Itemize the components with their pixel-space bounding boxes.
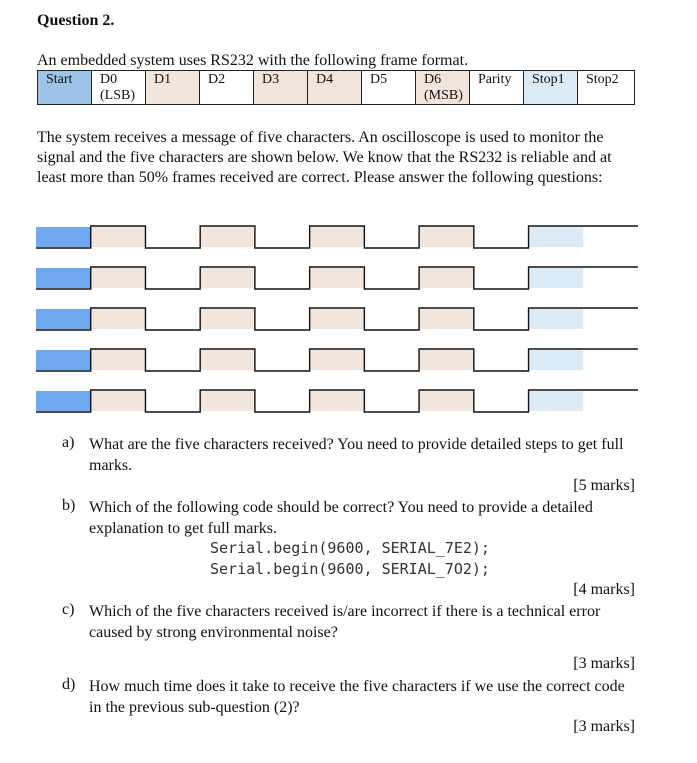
bit-cell xyxy=(529,350,584,370)
frame-cell-d6 xyxy=(416,71,470,105)
bit-cell xyxy=(583,268,638,288)
bit-cell xyxy=(255,391,310,411)
question-c-text: Which of the five characters received is/are incorrect if there is a technical error caused by strong environmental noise? xyxy=(89,603,601,641)
waveform-3 xyxy=(36,307,638,331)
frame-cell-d3 xyxy=(254,71,308,105)
bit-cell xyxy=(583,309,638,329)
bit-cell xyxy=(91,227,146,247)
question-d-marks: [3 marks] xyxy=(573,718,635,735)
waveform-5 xyxy=(36,389,638,413)
frame-cell-d0 xyxy=(92,71,146,105)
question-b-text: Which of the following code should be correct? You need to provide a detailed explanation to get full marks. xyxy=(89,499,593,537)
question-a-marks: [5 marks] xyxy=(573,477,635,494)
bit-cell xyxy=(364,350,419,370)
bit-cell xyxy=(419,391,474,411)
bit-cell xyxy=(36,309,91,329)
bit-cell xyxy=(364,268,419,288)
frame-cell-stop2 xyxy=(578,71,635,105)
frame-cell-sub: (MSB) xyxy=(424,88,463,103)
frame-cell-label: D1 xyxy=(154,72,172,87)
bit-cell xyxy=(200,391,255,411)
bit-cell xyxy=(529,268,584,288)
bit-cell xyxy=(583,391,638,411)
bit-cell xyxy=(529,309,584,329)
question-c-marks: [3 marks] xyxy=(573,655,635,672)
bit-cell xyxy=(255,268,310,288)
bit-cell xyxy=(419,227,474,247)
question-b-label: b) xyxy=(62,497,76,514)
intro-text: An embedded system uses RS232 with the following frame format. xyxy=(37,52,469,69)
bit-cell xyxy=(36,227,91,247)
frame-cell-d2 xyxy=(200,71,254,105)
frame-cell-label: D4 xyxy=(316,72,334,87)
question-title: Question 2. xyxy=(37,12,115,29)
bit-cell xyxy=(36,268,91,288)
frame-cell-d5 xyxy=(362,71,416,105)
bit-cell xyxy=(474,227,529,247)
bit-cell xyxy=(91,268,146,288)
description-paragraph: The system receives a message of five characters. An oscilloscope is used to monitor the signal and the five characters are shown below. We know that the RS232 is reliable and at least more than 50% frames received are correct. Please answer the following questions: xyxy=(37,129,612,186)
bit-cell xyxy=(474,268,529,288)
bit-cell xyxy=(474,391,529,411)
bit-cell xyxy=(200,227,255,247)
question-d-text: How much time does it take to receive the five characters if we use the correct code in the previous sub-question (2)? xyxy=(89,678,625,716)
bit-cell xyxy=(36,391,91,411)
bit-cell xyxy=(310,268,365,288)
bit-cell xyxy=(364,227,419,247)
bit-cell xyxy=(146,309,201,329)
bit-cell xyxy=(146,227,201,247)
bit-cell xyxy=(474,350,529,370)
question-b-marks: [4 marks] xyxy=(573,581,635,598)
question-d-label: d) xyxy=(62,676,76,693)
frame-cell-stop1 xyxy=(524,71,578,105)
frame-cell-label: Start xyxy=(46,72,73,87)
frame-format-table xyxy=(37,70,635,105)
frame-cell-label: Stop2 xyxy=(586,72,619,87)
bit-cell xyxy=(529,227,584,247)
frame-cell-sub: (LSB) xyxy=(100,88,135,103)
bit-cell xyxy=(91,391,146,411)
bit-cell xyxy=(146,350,201,370)
frame-cell-label: Parity xyxy=(478,72,512,87)
frame-cell-label: D5 xyxy=(370,72,388,87)
bit-cell xyxy=(200,268,255,288)
bit-cell xyxy=(419,309,474,329)
bit-cell xyxy=(255,350,310,370)
waveform-4 xyxy=(36,348,638,372)
code-line-2: Serial.begin(9600, SERIAL_7O2); xyxy=(210,560,490,578)
bit-cell xyxy=(200,309,255,329)
bit-cell xyxy=(310,227,365,247)
waveform-1 xyxy=(36,225,638,249)
bit-cell xyxy=(36,350,91,370)
bit-cell xyxy=(91,309,146,329)
bit-cell xyxy=(310,350,365,370)
frame-cell-label: D0 xyxy=(100,72,118,87)
bit-cell xyxy=(91,350,146,370)
frame-cell-label: D6 xyxy=(424,72,442,87)
bit-cell xyxy=(200,350,255,370)
bit-cell xyxy=(146,268,201,288)
question-c-label: c) xyxy=(62,601,75,618)
bit-cell xyxy=(255,227,310,247)
bit-cell xyxy=(474,309,529,329)
bit-cell xyxy=(419,268,474,288)
bit-cell xyxy=(255,309,310,329)
code-line-1: Serial.begin(9600, SERIAL_7E2); xyxy=(210,539,490,557)
bit-cell xyxy=(419,350,474,370)
waveform-2 xyxy=(36,266,638,290)
frame-cell-label: D3 xyxy=(262,72,280,87)
bit-cell xyxy=(583,350,638,370)
frame-cell-label: Stop1 xyxy=(532,72,565,87)
bit-cell xyxy=(146,391,201,411)
frame-cell-parity xyxy=(470,71,524,105)
question-a-label: a) xyxy=(62,434,75,451)
frame-cell-d4 xyxy=(308,71,362,105)
question-a-text: What are the five characters received? You need to provide detailed steps to get full marks. xyxy=(89,436,624,474)
bit-cell xyxy=(310,309,365,329)
bit-cell xyxy=(583,227,638,247)
bit-cell xyxy=(310,391,365,411)
frame-cell-start xyxy=(38,71,92,105)
frame-cell-label: D2 xyxy=(208,72,226,87)
bit-cell xyxy=(364,309,419,329)
frame-cell-d1 xyxy=(146,71,200,105)
bit-cell xyxy=(364,391,419,411)
frame-format-row xyxy=(38,71,635,105)
bit-cell xyxy=(529,391,584,411)
